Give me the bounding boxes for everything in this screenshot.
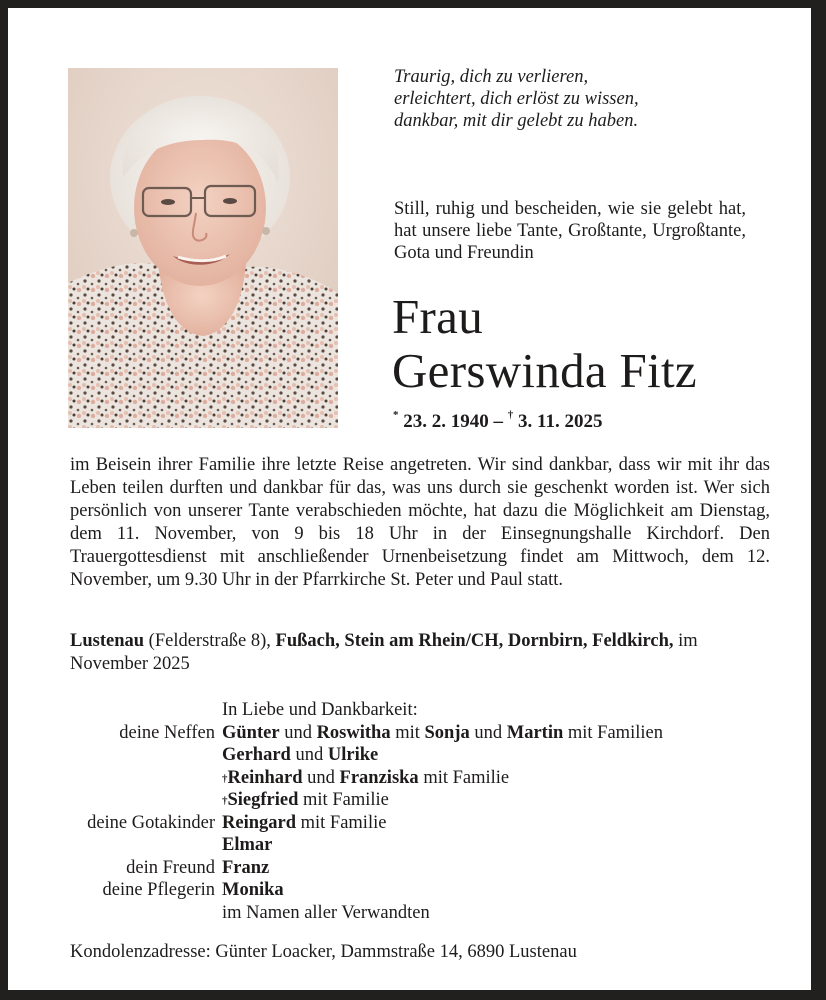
- connector: mit Familie: [296, 812, 387, 833]
- family-name: Franziska: [339, 767, 419, 788]
- death-cross-icon: †: [507, 409, 514, 421]
- connector: mit Familien: [563, 722, 663, 743]
- family-names: [222, 767, 509, 790]
- family-role: deine Pflegerin: [102, 880, 215, 900]
- life-dates: [393, 411, 602, 433]
- family-list: [8, 699, 811, 924]
- family-row: [8, 857, 811, 880]
- family-role: dein Freund: [126, 857, 215, 878]
- place-bold: Fußach, Stein am Rhein/CH, Dornbirn, Feldkirch,: [275, 631, 674, 651]
- motto-line: dankbar, mit dir gelebt zu haben.: [394, 111, 639, 131]
- motto-line: Traurig, dich zu verlieren,: [394, 67, 589, 87]
- family-name: Martin: [506, 722, 564, 743]
- deceased-dagger-icon: †: [222, 772, 228, 785]
- family-role: [8, 744, 222, 767]
- family-role: [8, 902, 222, 925]
- family-name: Franz: [222, 857, 270, 878]
- deceased-dagger-icon: †: [222, 795, 228, 807]
- family-name: Günter: [222, 722, 280, 743]
- family-header: In Liebe und Dankbarkeit:: [222, 700, 418, 720]
- family-row: [8, 879, 811, 902]
- connector: und: [302, 767, 340, 788]
- salutation: Frau: [392, 289, 484, 344]
- deceased-name: Gerswinda Fitz: [392, 343, 697, 398]
- place-date: im November 2025: [70, 631, 698, 674]
- family-header-row: [8, 699, 811, 722]
- death-date: 3. 11. 2025: [518, 411, 603, 432]
- motto-line: erleichtert, dich erlöst zu wissen,: [394, 89, 639, 109]
- announcement-text: im Beisein ihrer Familie ihre letzte Reise angetreten. Wir sind dankbar, dass wir mit ihr das Leben teilen durften und dankbar für das, was uns durch sie geschenkt worden ist. Wer sich persönlich von unserer Tante verabschieden möchte, hat dazu die Möglichkeit am Dienstag, dem 11. November, von 9 bis 18 Uhr in der Einsegnungshalle Kirchdorf. Den Trauergottesdienst mit anschließender Urnenbeisetzung findet am Mittwoch, dem 12. November, um 9.30 Uhr in der Pfarrkirche St. Peter und Paul statt.: [70, 455, 770, 590]
- family-row: [8, 902, 811, 925]
- connector: mit Familie: [418, 767, 510, 788]
- connector: mit: [390, 722, 425, 743]
- family-row: [8, 767, 811, 790]
- portrait-image: [68, 68, 338, 428]
- family-role: [8, 834, 222, 857]
- date-separator: –: [493, 411, 503, 432]
- intro-text: Still, ruhig und bescheiden, wie sie gelebt hat, hat unsere liebe Tante, Großtante, Urgroßtante, Gota und Freundin: [394, 199, 746, 263]
- place-address: (Felderstraße 8),: [144, 631, 276, 651]
- family-name: Reinhard: [227, 767, 303, 788]
- family-row: [8, 722, 811, 745]
- family-name: Ulrike: [327, 745, 379, 765]
- connector: und: [279, 722, 317, 743]
- family-role: [8, 767, 222, 790]
- family-name: Elmar: [222, 835, 273, 855]
- family-row: [8, 744, 811, 767]
- place-bold: Lustenau: [70, 631, 145, 651]
- family-names: [222, 834, 272, 857]
- connector: und: [469, 722, 507, 743]
- family-role: deine Neffen: [119, 722, 215, 743]
- birth-star-icon: *: [393, 409, 399, 421]
- family-names: [222, 812, 386, 835]
- obituary-page: [8, 8, 811, 990]
- portrait-photo: [68, 68, 338, 428]
- birth-date: 23. 2. 1940: [403, 411, 489, 432]
- family-name: Roswitha: [316, 722, 391, 743]
- family-row: [8, 789, 811, 812]
- family-name: Sonja: [424, 722, 470, 743]
- family-names: [222, 722, 663, 745]
- family-names: [222, 744, 378, 767]
- family-names: [222, 879, 284, 902]
- places-line: [70, 630, 770, 676]
- condolence-address: Kondolenzadresse: Günter Loacker, Dammstraße 14, 6890 Lustenau: [70, 942, 577, 962]
- family-row: [8, 834, 811, 857]
- family-names: [222, 789, 389, 812]
- connector: und: [290, 745, 328, 765]
- family-names: [222, 857, 269, 880]
- family-role: [8, 789, 222, 812]
- family-name: Reingard: [222, 812, 296, 833]
- family-row: [8, 812, 811, 835]
- motto-verse: [394, 66, 639, 132]
- family-name: Gerhard: [222, 745, 291, 765]
- family-name: Monika: [222, 880, 284, 900]
- connector: mit Familie: [298, 790, 389, 810]
- family-closing: im Namen aller Verwandten: [222, 902, 430, 923]
- family-name: Siegfried: [227, 790, 299, 810]
- family-role: deine Gotakinder: [87, 812, 215, 833]
- deceased-name-block: [392, 290, 697, 398]
